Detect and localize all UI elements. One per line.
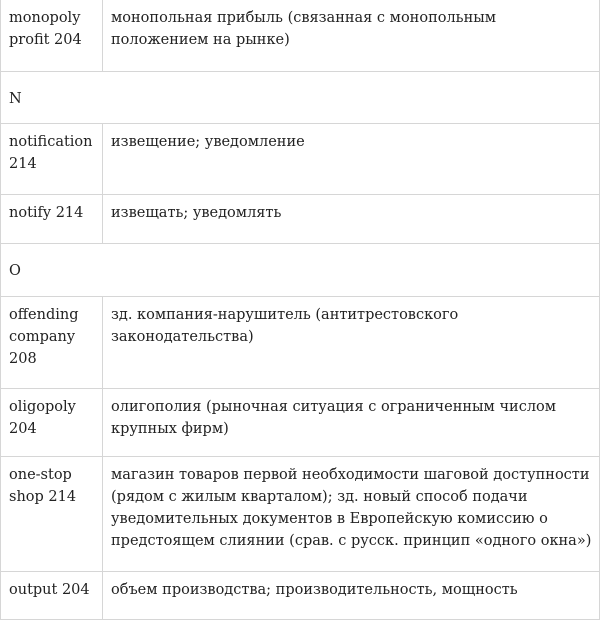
term-cell: output 204 xyxy=(1,572,103,620)
term-cell: offending company 208 xyxy=(1,297,103,389)
term-cell: notification 214 xyxy=(1,124,103,195)
table-row xyxy=(1,457,600,572)
definition-cell: зд. компания-нарушитель (антитрестовского законодательства) xyxy=(103,297,600,389)
definition-cell: олигополия (рыночная ситуация с ограниченным числом крупных фирм) xyxy=(103,389,600,457)
term-cell: notify 214 xyxy=(1,195,103,244)
table-row xyxy=(1,572,600,620)
definition-cell: объем производства; производительность, мощность xyxy=(103,572,600,620)
section-letter: N xyxy=(1,72,600,124)
definition-cell: извещение; уведомление xyxy=(103,124,600,195)
term-cell: monopoly profit 204 xyxy=(1,0,103,72)
definition-cell: монопольная прибыль (связанная с монопольным положением на рынке) xyxy=(103,0,600,72)
letter-row xyxy=(1,244,600,297)
section-letter: O xyxy=(1,244,600,297)
letter-row xyxy=(1,72,600,124)
table-row xyxy=(1,389,600,457)
table-row xyxy=(1,124,600,195)
term-cell: oligopoly 204 xyxy=(1,389,103,457)
table-row xyxy=(1,297,600,389)
definition-cell: извещать; уведомлять xyxy=(103,195,600,244)
table-row xyxy=(1,0,600,72)
definition-cell: магазин товаров первой необходимости шаговой доступности (рядом с жилым кварталом); зд. новый способ подачи уведомительных документов в Европейскую комиссию о предстоящем слиянии (срав. с русск. принцип «одного окна») xyxy=(103,457,600,572)
term-cell: one-stop shop 214 xyxy=(1,457,103,572)
table-row xyxy=(1,195,600,244)
